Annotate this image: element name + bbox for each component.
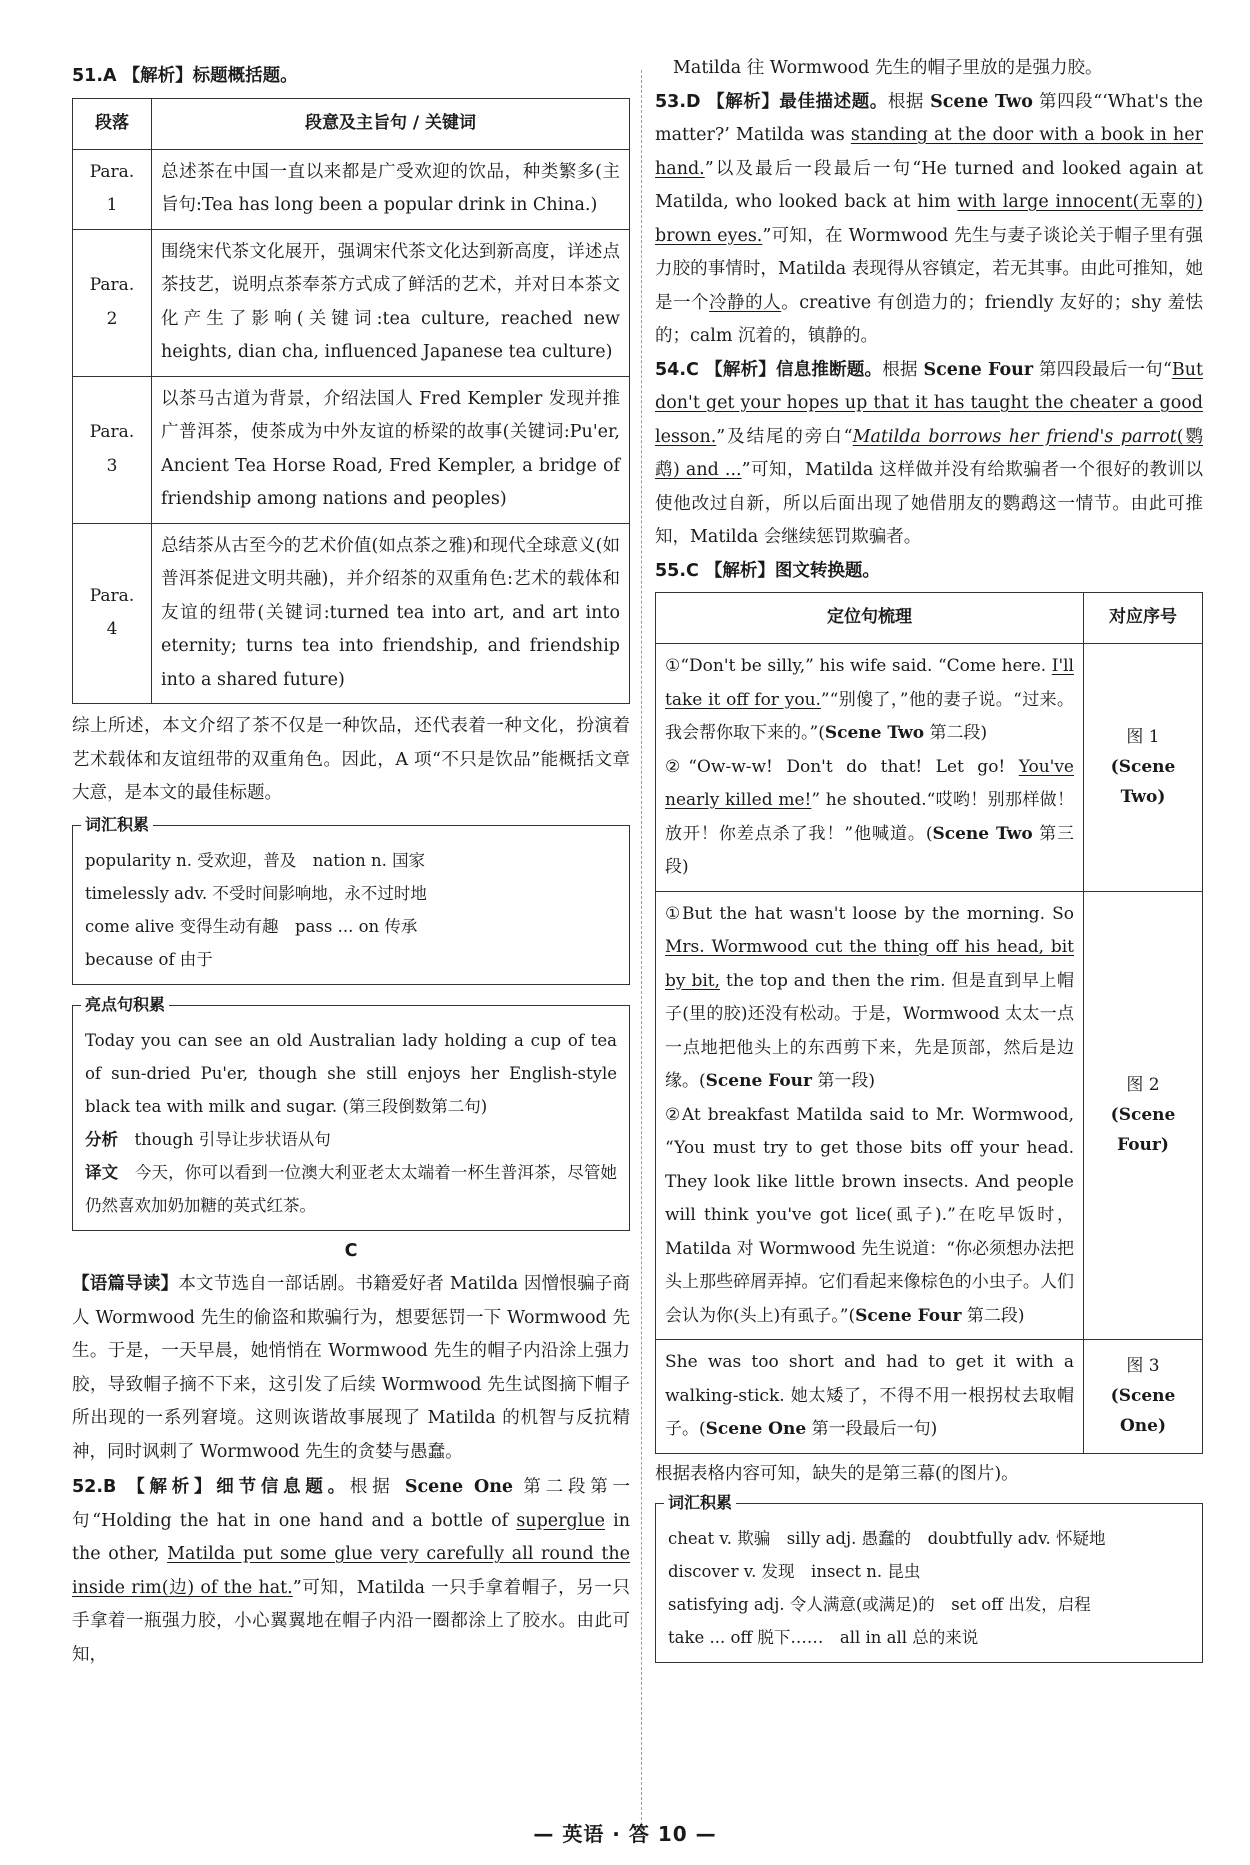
table-row bbox=[656, 1340, 1203, 1454]
para-label: Para. 4 bbox=[73, 523, 152, 704]
q55-text: ” he shouted.“哎哟！别那样做！放开！你差点杀了我！”他喊道。( bbox=[665, 790, 1075, 844]
table-row bbox=[73, 376, 630, 523]
vocab-line: come alive 变得生动有趣 pass ... on 传承 bbox=[85, 916, 418, 936]
left-column bbox=[72, 60, 630, 1672]
para-label: Para. 2 bbox=[73, 229, 152, 376]
q55-fig: 图 3 bbox=[1126, 1356, 1160, 1377]
q55-fig-cell bbox=[1084, 891, 1203, 1340]
q55-text: the top and then the rim. 但是直到早上帽子(里的胶)还没有松动。于是，Wormwood 太太一点一点地把他头上的东西剪下来，先是顶部，然后是边缘。( bbox=[665, 970, 1074, 1091]
page-footer: — 英语 · 答 10 — bbox=[533, 1822, 717, 1846]
q52-continued: Matilda 往 Wormwood 先生的帽子里放的是强力胶。 bbox=[673, 58, 1103, 78]
right-column bbox=[655, 52, 1203, 1663]
q55-scene: Scene Four bbox=[705, 1071, 812, 1091]
sentence-title: 亮点句积累 bbox=[81, 992, 169, 1018]
table-row bbox=[73, 149, 630, 229]
q52-u1: superglue bbox=[516, 1510, 605, 1531]
q55-table bbox=[655, 592, 1203, 1454]
q51-table bbox=[72, 98, 630, 705]
q55-text: ①“Don't be silly,” his wife said. “Come here. bbox=[665, 656, 1052, 676]
para-text: 以茶马古道为背景，介绍法国人 Fred Kempler 发现并推广普洱茶，使茶成为中外友谊的桥梁的故事(关键词:Pu'er, Ancient Tea Horse Road, Fred Kempler, a bridge of friendship among nations and peoples) bbox=[152, 376, 630, 523]
table-row bbox=[656, 891, 1203, 1340]
q55-cell bbox=[656, 644, 1084, 892]
q52-scene: Scene One bbox=[404, 1477, 514, 1497]
q53-p4: ”可知，在 Wormwood 先生与妻子谈论关于帽子里有强力胶的事情时，Matilda 表现得从容镇定，若无其事。由此可推知，她是一个 bbox=[655, 225, 1204, 313]
q55-underline: Mrs. Wormwood cut the thing off his head, bit by bit, bbox=[665, 937, 1074, 991]
q54-p2: 第四段最后一句“ bbox=[1033, 359, 1172, 380]
q55-underline: I'll take it off for you. bbox=[665, 656, 1074, 710]
q53-scene: Scene Two bbox=[930, 91, 1033, 112]
q53-p2: 第四段“‘What's the matter?’ Matilda was bbox=[655, 91, 1204, 145]
guide-text: 本文节选自一部话剧。书籍爱好者 Matilda 因憎恨骗子商人 Wormwood 先生的偷盗和欺骗行为，想要惩罚一下 Wormwood 先生。于是，一天早晨，她悄悄在 Wormwood 先生的帽子内沿涂上强力胶，导致帽子摘不下来，这引发了后续 Wormwood 先生试图摘下帽子所出现的一系列窘境。这则诙谐故事展现了 Matilda 的机智与反抗精神，同时讽刺了 Wormwood 先生的贪婪与愚蠢。 bbox=[72, 1274, 631, 1462]
vocab-line: satisfying adj. 令人满意(或满足)的 set off 出发，启程 bbox=[668, 1595, 1091, 1614]
q55-cell bbox=[656, 1340, 1084, 1454]
q55-conclusion: 根据表格内容可知，缺失的是第三幕(的图片)。 bbox=[655, 1463, 1019, 1484]
q53-u1: standing at the door with a book in her hand. bbox=[655, 125, 1204, 179]
para-label: Para. 3 bbox=[73, 376, 152, 523]
vocab-line: timelessly adv. 不受时间影响地，永不过时地 bbox=[85, 883, 427, 903]
q55-text: ②“Ow-w-w! Don't do that! Let go! bbox=[665, 756, 1019, 777]
analysis-line bbox=[85, 1123, 617, 1156]
q55-cell bbox=[656, 891, 1084, 1340]
q55-fig-scene: (Scene One) bbox=[1110, 1386, 1176, 1437]
q54-p1: 根据 bbox=[882, 359, 924, 380]
q55-col-number: 对应序号 bbox=[1084, 593, 1203, 644]
vocab-line: cheat v. 欺骗 silly adj. 愚蠢的 doubtfully adv. 怀疑地 bbox=[668, 1529, 1106, 1548]
q55-fig-cell bbox=[1084, 1340, 1203, 1454]
q55-text: 第二段) bbox=[961, 1305, 1025, 1326]
q55-fig: 图 2 bbox=[1126, 1075, 1160, 1096]
translation-text: 今天，你可以看到一位澳大利亚老太太端着一杯生普洱茶，尽管她仍然喜欢加奶加糖的英式红茶。 bbox=[85, 1162, 618, 1215]
q51-col-para: 段落 bbox=[73, 98, 152, 149]
vocab-line: take ... off 脱下…… all in all 总的来说 bbox=[668, 1628, 979, 1647]
q55-text: ②At breakfast Matilda said to Mr. Wormwood, “You must try to get those bits off your head. They look like little brown insects. And people will think you've got lice(虱子).”在吃早饭时，Matilda 对 Wormwood 先生说道：“你必须想办法把头上那些碎屑弄掉。它们看起来像棕色的小虫子。人们会认为你(头上)有虱子。”( bbox=[665, 1104, 1074, 1326]
q51-col-main: 段意及主旨句 / 关键词 bbox=[152, 98, 630, 149]
q55-fig-cell bbox=[1084, 644, 1203, 892]
q52-p2: 第二段第一句“Holding the hat in one hand and a bottle of bbox=[72, 1477, 630, 1531]
q55-col-sentence: 定位句梳理 bbox=[656, 593, 1084, 644]
vocab-title: 词汇积累 bbox=[81, 812, 153, 838]
vocab-box bbox=[72, 814, 630, 985]
section-c-letter: C bbox=[344, 1240, 358, 1261]
vocab-line: discover v. 发现 insect n. 昆虫 bbox=[668, 1562, 921, 1581]
q52-header: 52.B 【解析】细节信息题。 bbox=[72, 1477, 350, 1497]
q51-summary: 综上所述，本文介绍了茶不仅是一种饮品，还代表着一种文化，扮演着艺术载体和友谊纽带的双重角色。因此，A 项“不只是饮品”能概括文章大意，是本文的最佳标题。 bbox=[72, 716, 630, 803]
q54-u2: Matilda borrows her friend's parrot bbox=[852, 426, 1177, 447]
q55-text: ”“别傻了，”他的妻子说。“过来。我会帮你取下来的。”( bbox=[665, 689, 1074, 743]
vocab-title: 词汇积累 bbox=[664, 1490, 736, 1516]
q52-p1: 根据 bbox=[349, 1477, 405, 1497]
q54-u1: But don't get your hopes up that it has taught the cheater a good lesson. bbox=[655, 359, 1203, 447]
sentence-text: Today you can see an old Australian lady holding a cup of tea of sun-dried Pu'er, though she still enjoys her English-style black tea with milk and sugar. (第三段倒数第二句) bbox=[85, 1030, 617, 1116]
q55-scene: Scene Two bbox=[824, 723, 925, 743]
q55-text: 第三段) bbox=[665, 823, 1075, 877]
q55-text: 第一段) bbox=[811, 1071, 876, 1091]
table-row bbox=[73, 523, 630, 704]
vocab-line: because of 由于 bbox=[85, 949, 213, 969]
q52-p3: in the other, bbox=[72, 1510, 630, 1564]
q52-p4: ”可知，Matilda 一只手拿着帽子，另一只手拿着一瓶强力胶，小心翼翼地在帽子内沿一圈都涂上了胶水。由此可知， bbox=[72, 1577, 630, 1665]
q54-p4: ”可知，Matilda 这样做并没有给欺骗者一个很好的教训以使他改过自新，所以后面出现了她借朋友的鹦鹉这一情节。由此可推知，Matilda 会继续惩罚欺骗者。 bbox=[655, 460, 1203, 547]
table-row bbox=[73, 229, 630, 376]
q55-header: 55.C 【解析】图文转换题。 bbox=[655, 560, 880, 581]
q54-scene: Scene Four bbox=[923, 359, 1034, 380]
section-c-guide bbox=[72, 1268, 630, 1469]
q55-text: 第二段) bbox=[924, 723, 988, 743]
analysis-label: 分析 bbox=[85, 1129, 118, 1149]
guide-label: 【语篇导读】 bbox=[72, 1274, 179, 1294]
q53-p1: 根据 bbox=[887, 91, 931, 112]
q53-text bbox=[655, 86, 1203, 354]
q51-header: 51.A 【解析】标题概括题。 bbox=[72, 66, 298, 86]
q54-p3: ”及结尾的旁白“ bbox=[716, 426, 853, 447]
q55-text: 第一段最后一句) bbox=[806, 1419, 938, 1439]
vocab-line: popularity n. 受欢迎，普及 nation n. 国家 bbox=[85, 850, 426, 870]
translation-label: 译文 bbox=[85, 1162, 119, 1182]
q54-header: 54.C 【解析】信息推断题。 bbox=[655, 359, 883, 380]
q55-scene: Scene One bbox=[705, 1419, 807, 1439]
para-text: 总结茶从古至今的艺术价值(如点茶之雅)和现代全球意义(如普洱茶促进文明共融)，并介绍茶的双重角色:艺术的载体和友谊的纽带(关键词:turned tea into art, and art into eternity; turns tea into friendship, and friendship into a shared future) bbox=[152, 523, 630, 704]
para-text: 总述茶在中国一直以来都是广受欢迎的饮品，种类繁多(主旨句:Tea has long been a popular drink in China.) bbox=[152, 149, 630, 229]
analysis-text: though 引导让步状语从句 bbox=[134, 1129, 331, 1149]
q53-p5: 。creative 有创造力的；friendly 友好的；shy 羞怯的；calm 沉着的，镇静的。 bbox=[655, 292, 1204, 346]
q55-text: She was too short and had to get it with a walking-stick. 她太矮了，不得不用一根拐杖去取帽子。( bbox=[665, 1352, 1074, 1439]
q55-scene: Scene Four bbox=[855, 1305, 962, 1326]
q53-header: 53.D 【解析】最佳描述题。 bbox=[655, 91, 888, 112]
q54-text bbox=[655, 354, 1203, 555]
translation-line bbox=[85, 1156, 617, 1222]
q55-fig-scene: (Scene Two) bbox=[1110, 757, 1176, 808]
para-label: Para. 1 bbox=[73, 149, 152, 229]
column-divider bbox=[641, 70, 642, 1830]
q52-text bbox=[72, 1471, 630, 1672]
q55-underline: You've nearly killed me! bbox=[665, 756, 1074, 810]
q53-u2: with large innocent(无辜的) brown eyes. bbox=[655, 192, 1203, 246]
table-row bbox=[656, 644, 1203, 892]
q55-fig: 图 1 bbox=[1126, 727, 1160, 748]
para-text: 围绕宋代茶文化展开，强调宋代茶文化达到新高度，详述点茶技艺，说明点茶奉茶方式成了鲜活的艺术，并对日本茶文化产生了影响(关键词:tea culture, reached new heights, dian cha, influenced Japanese tea culture) bbox=[152, 229, 630, 376]
q53-u3: 冷静的人 bbox=[709, 292, 782, 313]
sentence-box bbox=[72, 994, 630, 1231]
q55-fig-scene: (Scene Four) bbox=[1110, 1105, 1176, 1156]
q54-u2b: (鹦鹉) and ... bbox=[655, 426, 1203, 480]
vocab-box bbox=[655, 1493, 1203, 1663]
q55-scene: Scene Two bbox=[932, 823, 1033, 844]
q52-u2: Matilda put some glue very carefully all round the inside rim(边) of the hat. bbox=[72, 1544, 630, 1598]
q53-p3: ”以及最后一段最后一句“He turned and looked again at Matilda, who looked back at him bbox=[655, 158, 1203, 212]
q55-text: ①But the hat wasn't loose by the morning. So bbox=[665, 903, 1074, 924]
